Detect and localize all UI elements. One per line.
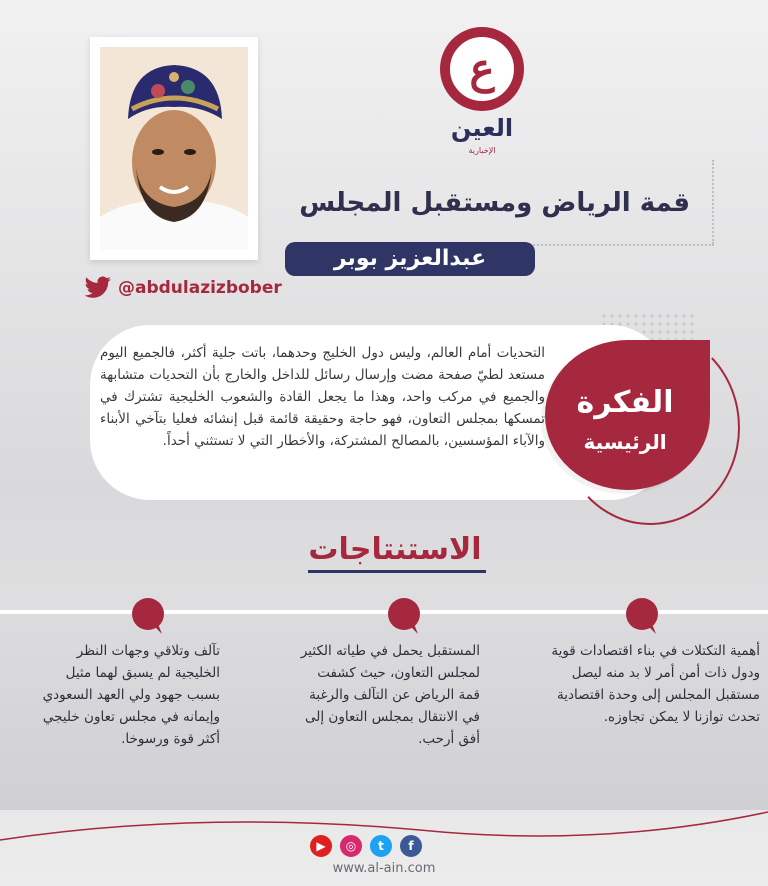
- main-idea-badge-line1: الفكرة: [576, 385, 674, 420]
- conclusions-title: الاستنتاجات: [308, 532, 482, 567]
- article-title: قمة الرياض ومستقبل المجلس: [299, 188, 690, 218]
- instagram-icon[interactable]: ◎: [340, 835, 362, 857]
- author-name: عبدالعزيز بوبر: [285, 242, 535, 276]
- twitter-icon: [84, 276, 112, 300]
- divider-dotted: [712, 160, 714, 244]
- youtube-icon[interactable]: ▶: [310, 835, 332, 857]
- twitter-icon[interactable]: t: [370, 835, 392, 857]
- logo-name: العين: [450, 114, 514, 142]
- site-url[interactable]: www.al-ain.com: [332, 861, 436, 876]
- speech-bubble-icon: [128, 596, 168, 636]
- logo-glyph: ع: [469, 44, 495, 93]
- facebook-icon[interactable]: f: [400, 835, 422, 857]
- divider-dotted: [530, 244, 714, 246]
- twitter-handle: @abdulazizbober: [118, 278, 282, 298]
- al-ain-logo: [430, 22, 534, 155]
- conclusions-underline: [308, 570, 486, 573]
- logo-tagline: الإخبارية: [468, 146, 496, 155]
- conclusion-item-2: المستقبل يحمل في طياته الكثير لمجلس التعاون، حيث كشفت قمة الرياض عن التآلف والرغبة في الانتقال بمجلس التعاون إلى أفق أرحب.: [300, 643, 480, 747]
- logo-ring: [440, 27, 524, 111]
- author-photo: [100, 47, 248, 250]
- twitter-link[interactable]: [84, 276, 282, 300]
- conclusion-item-3: تآلف وتلاقي وجهات النظر الخليجية لم يسبق لهما مثيل بسبب جهود ولي العهد السعودي وإيمانه في مجلس تعاون خليجي أكثر قوة ورسوخا.: [42, 643, 220, 747]
- author-photo-frame: [90, 37, 258, 260]
- speech-bubble-icon: [384, 596, 424, 636]
- main-idea-badge: [545, 340, 725, 490]
- main-idea-badge-line2: الرئيسية: [583, 430, 667, 454]
- main-idea-text: التحديات أمام العالم، وليس دول الخليج وحدهما، باتت جلية أكثر، فالجميع اليوم مستعد لطيّ صفحة مضت وإرسال رسائل للداخل والخارج بأن التحديات متشابهة والجميع في مركب واحد، وهذا ما يجعل القادة والشعوب الخليجية تشترك في تمسكها بمجلس التعاون، فهو حاجة وحقيقة قائمة قبل إنشائه فعليا بتآخي الأبناء والآباء المؤسسين، بالمصالح المشتركة، والأخطار التي لا تستثني أحداً.: [100, 345, 545, 449]
- speech-bubble-icon: [622, 596, 662, 636]
- social-icons: [310, 835, 422, 857]
- conclusion-item-1: أهمية التكتلات في بناء اقتصادات قوية ودول ذات أمن أمر لا بد منه ليصل مستقبل المجلس إلى وحدة اقتصادية تحدث توازنا لا يمكن تجاوزه.: [551, 643, 760, 725]
